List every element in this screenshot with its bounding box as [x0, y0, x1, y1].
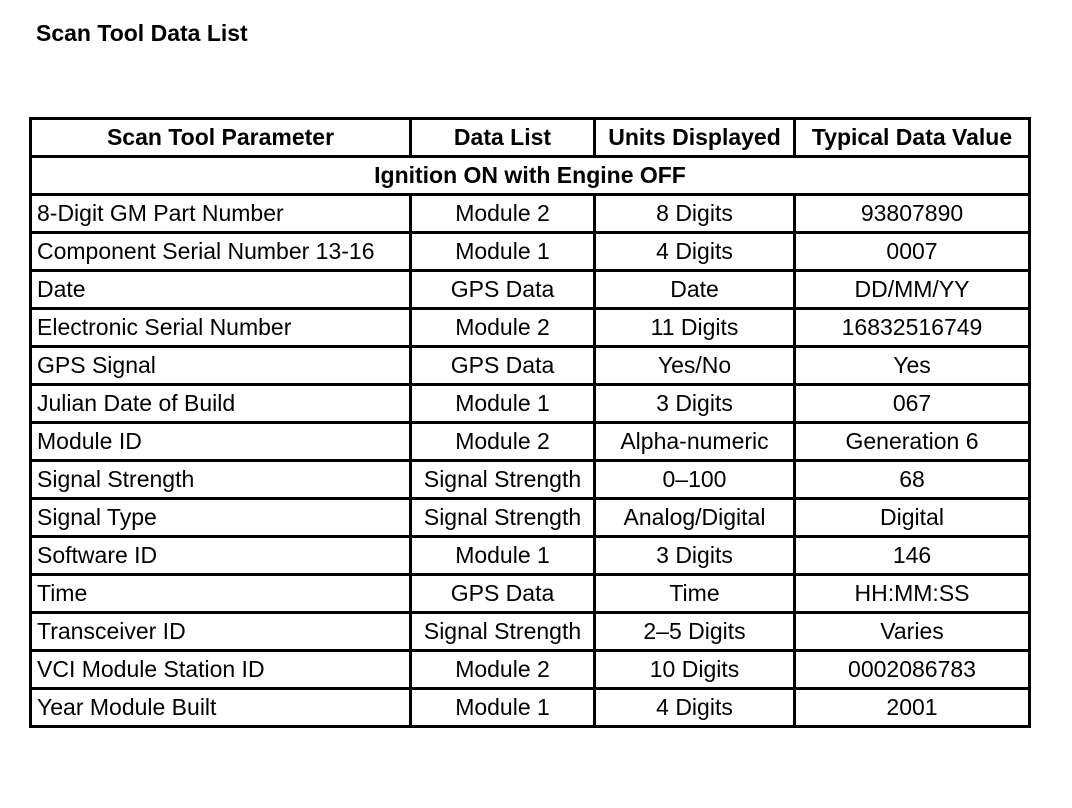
- cell-data-list: Module 2: [411, 195, 595, 233]
- header-typical-data-value: Typical Data Value: [795, 119, 1030, 157]
- cell-data-list: Module 2: [411, 423, 595, 461]
- cell-units: 2–5 Digits: [595, 613, 795, 651]
- cell-parameter: Time: [31, 575, 411, 613]
- cell-units: Time: [595, 575, 795, 613]
- table-row: [31, 499, 1030, 537]
- cell-data-list: GPS Data: [411, 575, 595, 613]
- cell-parameter: 8-Digit GM Part Number: [31, 195, 411, 233]
- table-row: [31, 347, 1030, 385]
- cell-typical-value: 93807890: [795, 195, 1030, 233]
- cell-units: Date: [595, 271, 795, 309]
- cell-parameter: Date: [31, 271, 411, 309]
- cell-parameter: Electronic Serial Number: [31, 309, 411, 347]
- cell-typical-value: 146: [795, 537, 1030, 575]
- cell-units: 3 Digits: [595, 537, 795, 575]
- cell-units: 0–100: [595, 461, 795, 499]
- cell-data-list: Signal Strength: [411, 461, 595, 499]
- table-row: [31, 423, 1030, 461]
- cell-typical-value: 067: [795, 385, 1030, 423]
- cell-units: 10 Digits: [595, 651, 795, 689]
- cell-parameter: VCI Module Station ID: [31, 651, 411, 689]
- scan-tool-data-table: [29, 117, 1031, 728]
- cell-parameter: Component Serial Number 13-16: [31, 233, 411, 271]
- cell-units: 4 Digits: [595, 233, 795, 271]
- cell-parameter: Signal Strength: [31, 461, 411, 499]
- cell-data-list: Module 1: [411, 385, 595, 423]
- cell-parameter: GPS Signal: [31, 347, 411, 385]
- table-row: [31, 233, 1030, 271]
- cell-units: 8 Digits: [595, 195, 795, 233]
- cell-units: Alpha-numeric: [595, 423, 795, 461]
- table-row: [31, 309, 1030, 347]
- page-title: Scan Tool Data List: [36, 20, 248, 46]
- cell-typical-value: 0007: [795, 233, 1030, 271]
- header-scan-tool-parameter: Scan Tool Parameter: [31, 119, 411, 157]
- table-row: [31, 461, 1030, 499]
- cell-data-list: Module 2: [411, 651, 595, 689]
- section-row: [31, 157, 1030, 195]
- table-row: [31, 195, 1030, 233]
- table-row: [31, 537, 1030, 575]
- header-units-displayed: Units Displayed: [595, 119, 795, 157]
- table-header-row: [31, 119, 1030, 157]
- cell-typical-value: Yes: [795, 347, 1030, 385]
- cell-typical-value: HH:MM:SS: [795, 575, 1030, 613]
- cell-data-list: Module 1: [411, 537, 595, 575]
- cell-typical-value: Generation 6: [795, 423, 1030, 461]
- table-row: [31, 385, 1030, 423]
- cell-data-list: Signal Strength: [411, 499, 595, 537]
- cell-parameter: Year Module Built: [31, 689, 411, 727]
- cell-typical-value: 68: [795, 461, 1030, 499]
- cell-parameter: Julian Date of Build: [31, 385, 411, 423]
- cell-units: Yes/No: [595, 347, 795, 385]
- cell-data-list: Module 1: [411, 689, 595, 727]
- cell-data-list: Signal Strength: [411, 613, 595, 651]
- cell-data-list: GPS Data: [411, 347, 595, 385]
- cell-parameter: Signal Type: [31, 499, 411, 537]
- table-row: [31, 689, 1030, 727]
- cell-parameter: Software ID: [31, 537, 411, 575]
- cell-typical-value: Varies: [795, 613, 1030, 651]
- cell-units: 11 Digits: [595, 309, 795, 347]
- section-heading: Ignition ON with Engine OFF: [31, 157, 1030, 195]
- cell-data-list: Module 1: [411, 233, 595, 271]
- cell-typical-value: DD/MM/YY: [795, 271, 1030, 309]
- cell-units: Analog/Digital: [595, 499, 795, 537]
- cell-units: 3 Digits: [595, 385, 795, 423]
- cell-typical-value: 0002086783: [795, 651, 1030, 689]
- cell-parameter: Transceiver ID: [31, 613, 411, 651]
- cell-typical-value: 2001: [795, 689, 1030, 727]
- cell-typical-value: 16832516749: [795, 309, 1030, 347]
- table-row: [31, 651, 1030, 689]
- cell-data-list: Module 2: [411, 309, 595, 347]
- table-row: [31, 271, 1030, 309]
- cell-typical-value: Digital: [795, 499, 1030, 537]
- cell-parameter: Module ID: [31, 423, 411, 461]
- table-row: [31, 613, 1030, 651]
- header-data-list: Data List: [411, 119, 595, 157]
- table-row: [31, 575, 1030, 613]
- cell-data-list: GPS Data: [411, 271, 595, 309]
- cell-units: 4 Digits: [595, 689, 795, 727]
